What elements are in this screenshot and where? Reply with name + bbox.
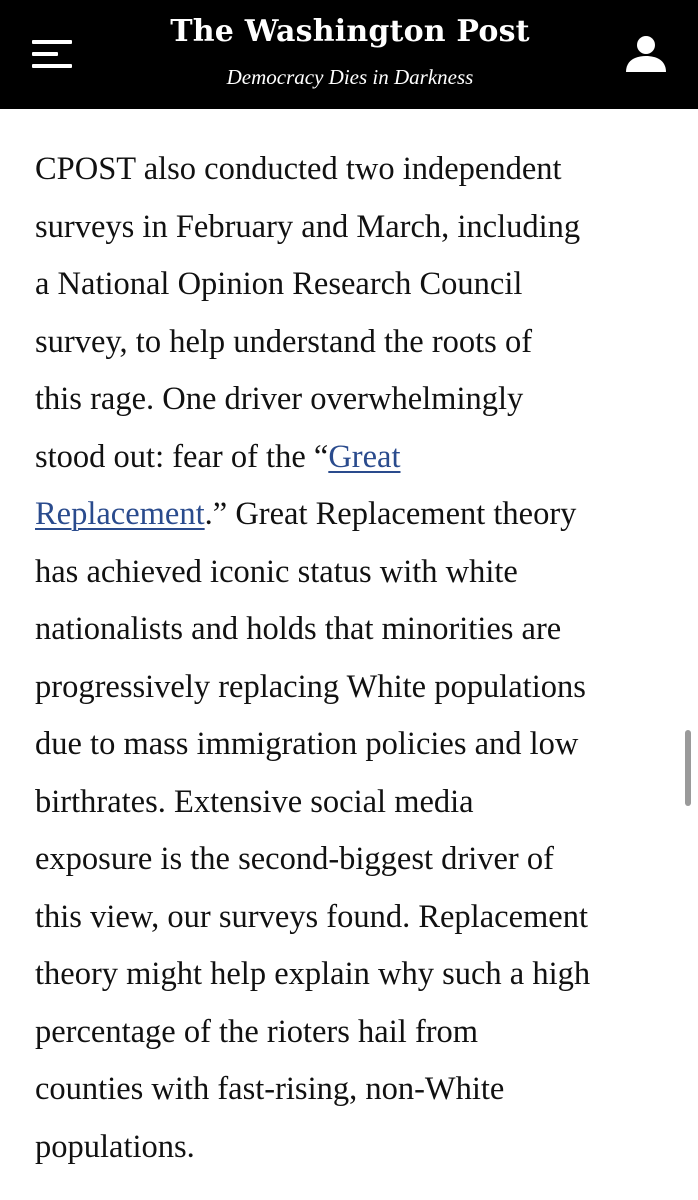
hamburger-menu-icon [32, 40, 72, 44]
user-account-icon [624, 34, 668, 74]
site-logo[interactable]: The Washington Post [170, 14, 530, 49]
masthead [150, 10, 550, 90]
hamburger-menu-icon-line [32, 52, 58, 56]
menu-button[interactable] [32, 36, 72, 72]
account-button[interactable] [624, 34, 668, 74]
paragraph-text-before-link: CPOST also conducted two independent surveys in February and March, including a National Opinion Research Council survey, to help understand the roots of this rage. One driver overwhelmingly stood out: fear of the “ [35, 151, 581, 475]
scrollbar-thumb[interactable] [685, 730, 691, 806]
site-header [0, 0, 698, 109]
article-paragraph [35, 141, 675, 1176]
great-replacement-link[interactable]: Great Replacement [35, 438, 401, 532]
hamburger-menu-icon-line [32, 64, 72, 68]
paragraph-text-after-link: .” Great Replacement theory has achieved iconic status with white nationalists and holds that minorities are progressively replacing White populations due to mass immigration policies and low birthrates. Extensive social media exposure is the second-biggest driver of this view, our surveys found. Replacement theory might help explain why such a high percentage of the rioters hail from counties with fast-rising, non-White populations. [35, 496, 591, 1165]
article-body [35, 141, 675, 1176]
site-tagline: Democracy Dies in Darkness [226, 65, 474, 89]
